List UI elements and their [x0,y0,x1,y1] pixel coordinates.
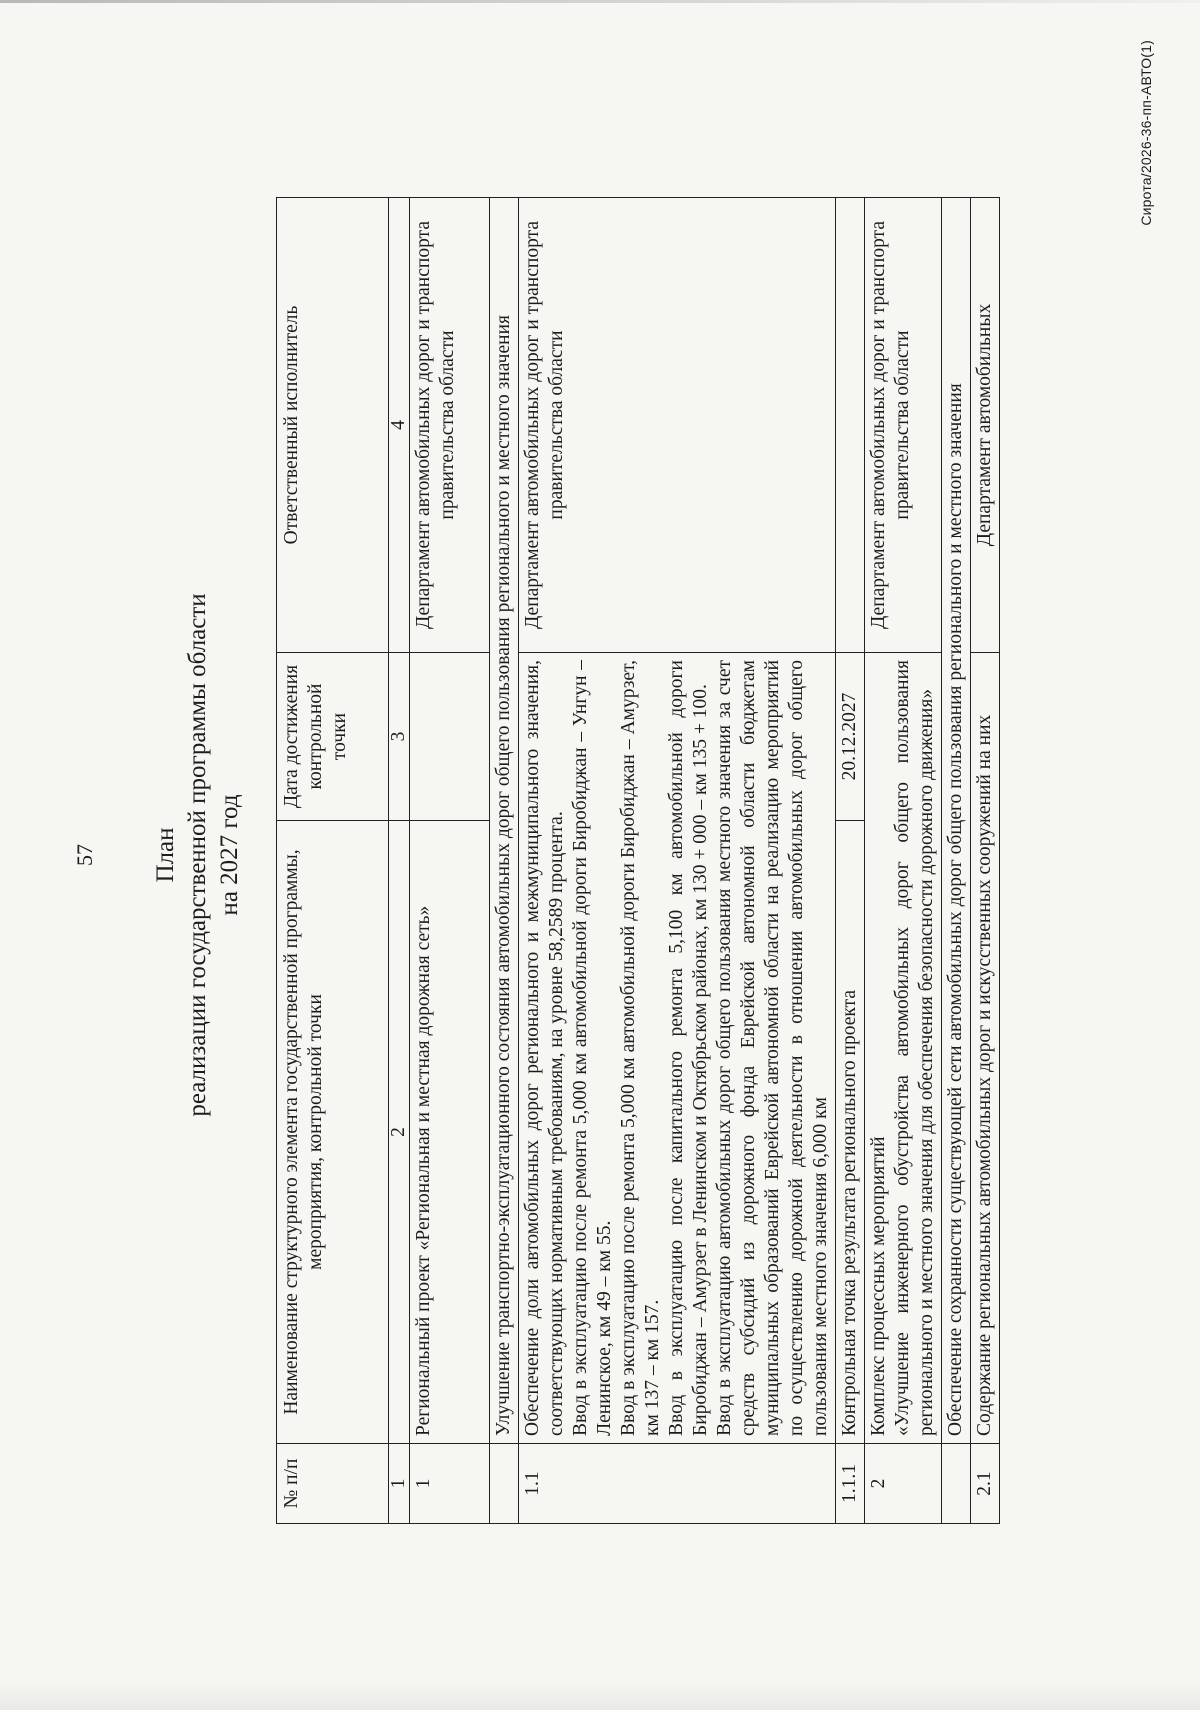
table-header-row [277,198,389,1524]
page-number: 57 [72,844,97,866]
row-1-1-description [519,653,836,1444]
row-1-1-paragraph: Обеспечение доли автомобильных дорог регионального и межмуниципального значения, соответствующих нормативным требованиям, на уровне 58,2589 процента. [522,660,567,1436]
table-row [836,198,865,1524]
scan-bottom-shadow [0,1680,1200,1710]
header-num: № п/п [277,1444,389,1524]
title-line-2: реализации государственной программы области [184,593,211,1117]
row-2-num: 2 [865,1444,942,1524]
row-2-goal: Обеспечение сохранности существующей сети автомобильных дорог общего пользования регионального и местного значения [942,198,971,1444]
column-number-3: 3 [389,653,410,821]
table-row [942,198,971,1524]
row-2-1-executor: Департамент автомобильных [971,198,1000,653]
row-1-1-executor: Департамент автомобильных дорог и транспорта правительства области [519,198,836,653]
document-code: Сирота/2026-36-пп-АВТО(1) [1138,40,1154,226]
row-2-1-num: 2.1 [971,1444,1000,1524]
row-1-1-1-num: 1.1.1 [836,1444,865,1524]
table-column-numbers-row [389,198,410,1524]
row-2-executor: Департамент автомобильных дорог и транспорта правительства области [865,198,942,653]
table-row [519,198,836,1524]
row-1-executor: Департамент автомобильных дорог и транспорта правительства области [410,198,490,653]
document-title [150,0,246,1710]
row-1-num: 1 [410,1444,490,1524]
table-row [490,198,519,1524]
row-1-goal: Улучшение транспортно-эксплуатационного состояния автомобильных дорог общего пользования регионального и местного значения [490,198,519,1444]
title-line-1: План [152,827,179,883]
row-2-line-2: «Улучшение инженерного обустройства автомобильных дорог общего пользования регионального и местного значения для обеспечения безопасности дорожного движения» [892,660,937,1436]
header-executor: Ответственный исполнитель [277,198,389,653]
header-name: Наименование структурного элемента государственной программы, мероприятия, контрольной точки [277,821,389,1444]
row-1-date [410,653,490,821]
row-2-line-1: Комплекс процессных мероприятий [868,1136,889,1436]
table-row [971,198,1000,1524]
row-2-name [865,653,942,1444]
row-2-1-name: Содержание региональных автомобильных дорог и искусственных сооружений на них [971,653,1000,1444]
title-line-3: на 2027 год [216,794,243,916]
header-date: Дата достижения контрольной точки [277,653,389,821]
row-1-1-num: 1.1 [519,1444,836,1524]
row-1-1-paragraph: Ввод в эксплуатацию после капитального ремонта 5,100 км автомобильной дороги Биробиджан – Амурзет в Ленинском и Октябрьском районах, км 130 + 000 – км 135 + 100. [666,660,711,1436]
row-1-name: Региональный проект «Региональная и местная дорожная сеть» [410,821,490,1444]
column-number-1: 1 [389,1444,410,1524]
row-1-1-paragraph: Ввод в эксплуатацию после ремонта 5,000 км автомобильной дороги Биробиджан – Амурзет, км 137 – км 157. [618,660,663,1436]
row-2-goal-num [942,1444,971,1524]
column-number-2: 2 [389,821,410,1444]
row-1-1-1-date: 20.12.2027 [836,653,865,821]
plan-table [276,197,1000,1524]
column-number-4: 4 [389,198,410,653]
row-1-goal-num [490,1444,519,1524]
table-row [865,198,942,1524]
row-1-1-1-name: Контрольная точка результата регионального проекта [836,821,865,1444]
table-row [410,198,490,1524]
row-1-1-paragraph: Ввод в эксплуатацию после ремонта 5,000 км автомобильной дороги Биробиджан – Унгун – Ленинское, км 49 – км 55. [570,660,615,1436]
row-1-1-1-executor [836,198,865,653]
row-1-1-paragraph: Ввод в эксплуатацию автомобильных дорог общего пользования местного значения за счет средств субсидий из дорожного фонда Еврейской автономной области бюджетам муниципальных образований Еврейской автономной области на реализацию мероприятий по осуществлению дорожной деятельности в отношении автомобильных дорог общего пользования местного значения 6,000 км [714,660,831,1436]
